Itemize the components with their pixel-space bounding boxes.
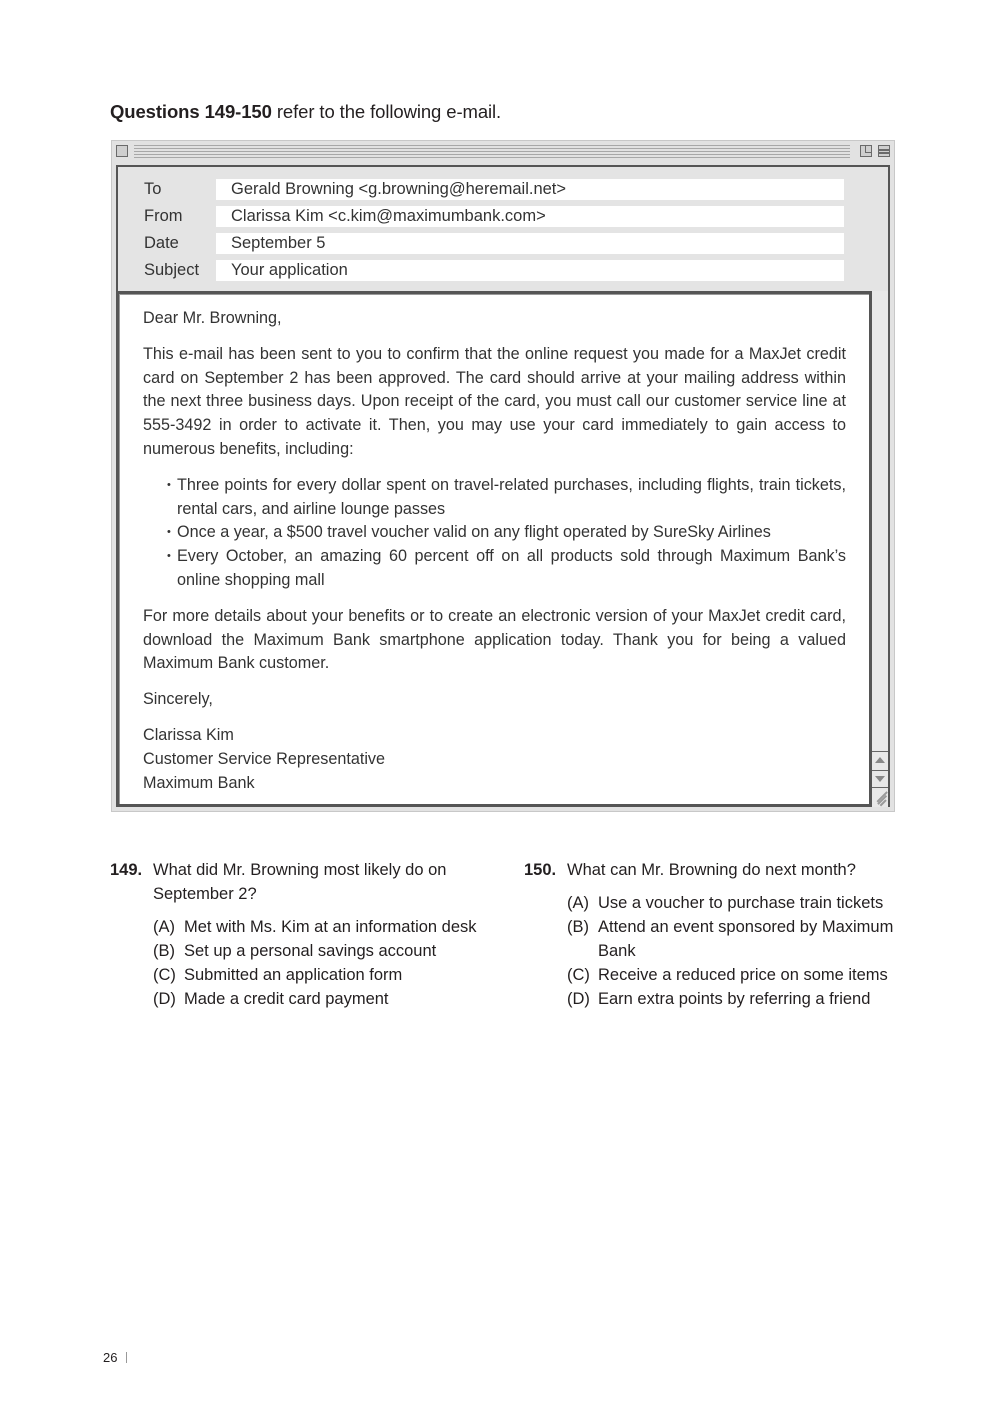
intro-text: refer to the following e-mail. (271, 101, 502, 122)
header-row-to (118, 179, 888, 201)
date-field[interactable]: September 5 (216, 233, 844, 254)
resize-grip-icon[interactable] (872, 789, 892, 809)
from-field[interactable]: Clarissa Kim <c.kim@maximumbank.com> (216, 206, 844, 227)
vertical-scrollbar[interactable] (872, 291, 890, 807)
option-letter: (A) (567, 894, 589, 912)
email-paragraph-1: This e-mail has been sent to you to confirm that the online request you made for a MaxJet credit card on September 2 has been approved. The card should arrive at your mailing address within the next three business days. Upon receipt of the card, you must call our customer service line at 555-3492 in order to activate it. Then, you may use your card immediately to gain access to numerous benefits, including: (143, 344, 846, 458)
collapse-box-icon[interactable] (878, 145, 890, 157)
subject-label: Subject (144, 261, 200, 279)
answer-options (153, 915, 490, 1011)
questions-range: Questions 149-150 (110, 101, 272, 122)
signature-title: Customer Service Representative (143, 749, 386, 768)
option-text: Earn extra points by referring a friend (598, 990, 871, 1008)
email-closing: Sincerely, (143, 690, 213, 709)
to-field[interactable]: Gerald Browning <g.browning@heremail.net> (216, 179, 844, 200)
option-text: Use a voucher to purchase train tickets (598, 894, 884, 912)
question-text: What can Mr. Browning do next month? (567, 861, 856, 879)
zoom-box-icon[interactable] (860, 145, 872, 157)
question-number: 150. (524, 861, 557, 879)
from-label: From (144, 207, 183, 225)
benefits-list (167, 474, 846, 593)
option-letter: (B) (567, 918, 589, 936)
signature-company: Maximum Bank (143, 773, 255, 792)
window-titlebar[interactable] (112, 141, 894, 163)
question-text: What did Mr. Browning most likely do on September 2? (153, 861, 447, 903)
answer-option-d[interactable] (153, 987, 490, 1011)
header-row-subject (118, 260, 888, 282)
option-text: Attend an event sponsored by Maximum Bank (598, 918, 894, 960)
page-number: 26 (103, 1350, 118, 1365)
footer-divider (126, 1352, 127, 1363)
answer-option-b[interactable] (153, 939, 490, 963)
benefit-item: • Once a year, a $500 travel voucher valid on any flight operated by SureSky Airlines (167, 521, 846, 545)
email-body-text (143, 307, 846, 795)
answer-options (567, 891, 909, 1011)
email-paragraph-2: For more details about your benefits or to create an electronic version of your MaxJet credit card, download the Maximum Bank smartphone application today. Thank you for being a valued Maximum Bank customer. (143, 606, 846, 673)
answer-option-c[interactable] (567, 963, 909, 987)
answer-option-b[interactable] (567, 915, 909, 963)
benefit-item: • Every October, an amazing 60 percent off on all products sold through Maximum Bank’s online shopping mall (167, 545, 846, 593)
option-letter: (D) (567, 990, 590, 1008)
titlebar-stripes (134, 145, 850, 158)
date-label: Date (144, 234, 179, 252)
question-149 (110, 858, 490, 1011)
option-letter: (A) (153, 918, 175, 936)
scroll-up-arrow-icon[interactable] (872, 751, 888, 769)
answer-option-a[interactable] (153, 915, 490, 939)
close-box-icon[interactable] (116, 145, 128, 157)
option-text: Made a credit card payment (184, 990, 389, 1008)
option-letter: (B) (153, 942, 175, 960)
benefit-item: • Three points for every dollar spent on travel-related purchases, including flights, train tickets, rental cars, and airline lounge passes (167, 474, 846, 522)
option-text: Receive a reduced price on some items (598, 966, 888, 984)
option-text: Met with Ms. Kim at an information desk (184, 918, 477, 936)
option-letter: (D) (153, 990, 176, 1008)
answer-option-d[interactable] (567, 987, 909, 1011)
header-row-from (118, 206, 888, 228)
email-header-pane (116, 165, 890, 293)
answer-option-a[interactable] (567, 891, 909, 915)
option-text: Submitted an application form (184, 966, 403, 984)
header-row-date (118, 233, 888, 255)
page-footer (103, 1350, 127, 1365)
option-letter: (C) (567, 966, 590, 984)
subject-field[interactable]: Your application (216, 260, 844, 281)
signature-name: Clarissa Kim (143, 725, 234, 744)
scroll-down-arrow-icon[interactable] (872, 770, 888, 788)
email-greeting: Dear Mr. Browning, (143, 309, 282, 327)
to-label: To (144, 180, 162, 198)
option-letter: (C) (153, 966, 176, 984)
question-number: 149. (110, 861, 143, 879)
option-text: Set up a personal savings account (184, 942, 437, 960)
answer-option-c[interactable] (153, 963, 490, 987)
email-window (111, 140, 895, 812)
questions-intro (110, 101, 501, 123)
question-150 (524, 858, 909, 1011)
